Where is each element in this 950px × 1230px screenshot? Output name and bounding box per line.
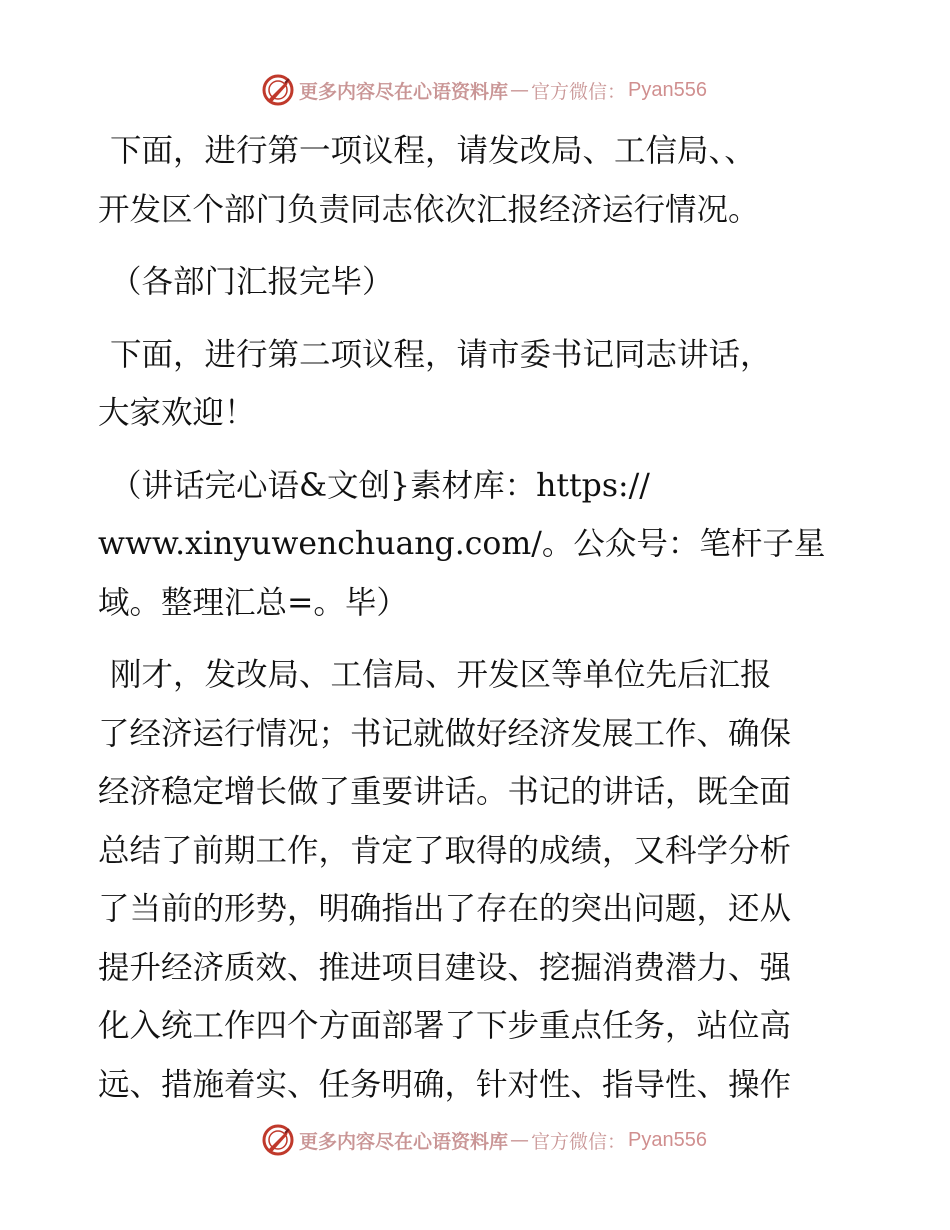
banner-wechat-label: 官方微信：: [531, 80, 627, 103]
text-line: 域。整理汇总=。毕）: [98, 584, 408, 621]
paragraph-agenda-1: [98, 122, 858, 239]
banner-dash: —: [510, 79, 530, 101]
text-line: 提升经济质效、推进项目建设、挖掘消费潜力、强: [98, 949, 792, 986]
text-line: 化入统工作四个方面部署了下步重点任务，站位高: [98, 1008, 792, 1044]
text-line: 开发区个部门负责同志依次汇报经济运行情况。: [98, 191, 760, 228]
text-line: 下面，进行第一项议程，请发改局、工信局、、: [110, 133, 756, 169]
document-body: [98, 122, 858, 1114]
text-line: （各部门汇报完毕）: [110, 264, 394, 300]
banner-slogan: 更多内容尽在心语资料库: [299, 80, 509, 103]
banner-wechat-label: 官方微信：: [531, 1130, 627, 1153]
header-banner: [0, 70, 950, 110]
text-line: 了经济运行情况；书记就做好经济发展工作、确保: [98, 715, 792, 752]
paragraph-report-done: [98, 253, 858, 312]
text-line: （讲话完心语&文创}素材库：https://: [110, 467, 650, 504]
paragraph-speech-done: [98, 457, 858, 633]
text-line: 了当前的形势，明确指出了存在的突出问题，还从: [98, 891, 792, 927]
paragraph-summary: [98, 646, 858, 1114]
footer-banner: [0, 1120, 950, 1160]
text-line: 远、措施着实、任务明确，针对性、指导性、操作: [98, 1066, 792, 1103]
text-line: 总结了前期工作，肯定了取得的成绩，又科学分析: [98, 832, 792, 869]
text-line: www.xinyuwenchuang.com/。公众号：笔杆子星: [98, 526, 826, 562]
text-line: 经济稳定增长做了重要讲话。书记的讲话，既全面: [98, 774, 792, 810]
text-line: 刚才，发改局、工信局、开发区等单位先后汇报: [110, 657, 772, 693]
pen-logo-icon: [261, 1123, 295, 1157]
banner-wechat-id: Pyan556: [628, 1128, 707, 1151]
banner-wechat-id: Pyan556: [628, 78, 707, 101]
paragraph-agenda-2: [98, 326, 858, 443]
banner-slogan: 更多内容尽在心语资料库: [299, 1130, 509, 1153]
text-line: 大家欢迎！: [98, 395, 256, 431]
pen-logo-icon: [261, 73, 295, 107]
text-line: 下面，进行第二项议程，请市委书记同志讲话，: [110, 336, 772, 373]
banner-dash: —: [510, 1129, 530, 1151]
